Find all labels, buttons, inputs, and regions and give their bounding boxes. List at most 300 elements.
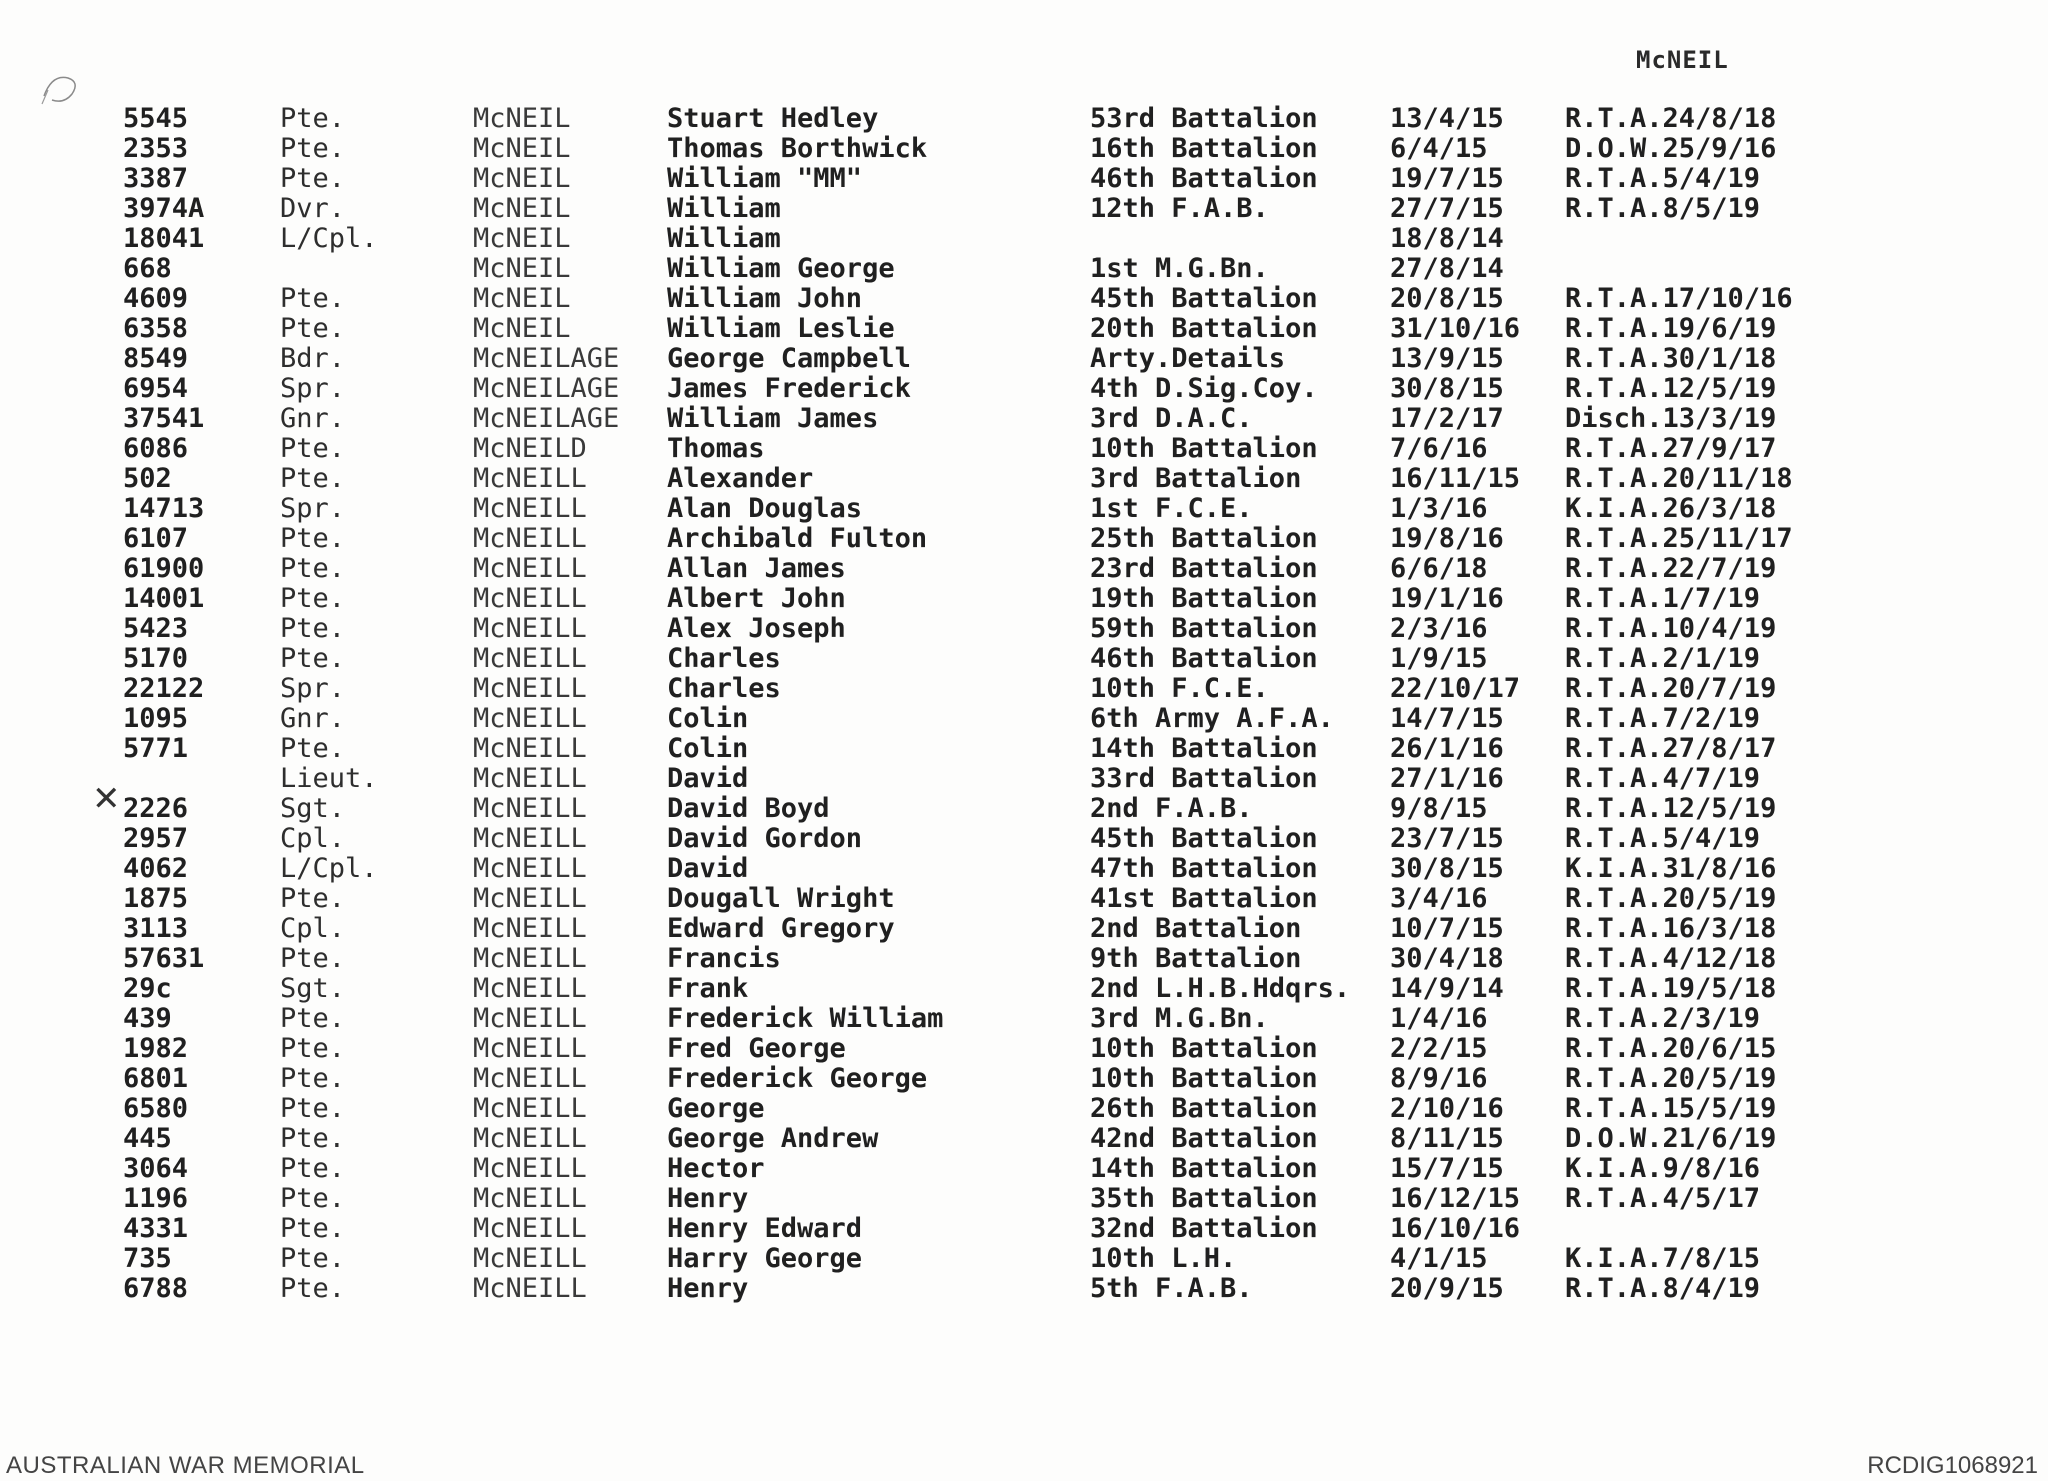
- cell-surname: McNEIL: [473, 193, 571, 224]
- cell-surname: McNEILL: [473, 643, 587, 674]
- cell-unit: 3rd Battalion: [1090, 463, 1302, 494]
- cell-surname: McNEILL: [473, 1213, 587, 1244]
- cell-enlistment-date: 2/10/16: [1390, 1093, 1504, 1124]
- cell-unit: 35th Battalion: [1090, 1183, 1318, 1214]
- cell-rank: Pte.: [280, 1033, 346, 1064]
- cell-unit: 9th Battalion: [1090, 943, 1302, 974]
- cell-enlistment-date: 30/8/15: [1390, 373, 1504, 404]
- cell-rank: Cpl.: [280, 913, 346, 944]
- cell-rank: Gnr.: [280, 403, 346, 434]
- cell-given-names: Colin: [667, 733, 749, 764]
- cell-enlistment-date: 16/10/16: [1390, 1213, 1521, 1244]
- cell-surname: McNEILL: [473, 763, 587, 794]
- cell-rank: Spr.: [280, 493, 346, 524]
- cell-service-number: 5170: [123, 643, 189, 674]
- table-row: [0, 704, 2048, 734]
- cell-surname: McNEILL: [473, 943, 587, 974]
- cell-surname: McNEIL: [473, 283, 571, 314]
- cell-unit: 2nd Battalion: [1090, 913, 1302, 944]
- cell-given-names: Fred George: [667, 1033, 846, 1064]
- cell-enlistment-date: 15/7/15: [1390, 1153, 1504, 1184]
- cell-enlistment-date: 8/11/15: [1390, 1123, 1504, 1154]
- cell-service-number: 18041: [123, 223, 205, 254]
- cell-rank: Pte.: [280, 1243, 346, 1274]
- cell-surname: McNEILL: [473, 793, 587, 824]
- cell-rank: Pte.: [280, 553, 346, 584]
- cell-service-number: 29c: [123, 973, 172, 1004]
- cell-fate: R.T.A.7/2/19: [1565, 703, 1761, 734]
- page-header-surname: McNEIL: [1636, 46, 1729, 74]
- cell-enlistment-date: 30/4/18: [1390, 943, 1504, 974]
- cell-given-names: Thomas: [667, 433, 765, 464]
- cell-unit: 14th Battalion: [1090, 1153, 1318, 1184]
- table-row: [0, 824, 2048, 854]
- cell-service-number: 6801: [123, 1063, 189, 1094]
- cell-unit: 1st F.C.E.: [1090, 493, 1253, 524]
- cell-rank: Pte.: [280, 1153, 346, 1184]
- cell-given-names: David Boyd: [667, 793, 830, 824]
- cell-service-number: 502: [123, 463, 172, 494]
- cell-rank: Pte.: [280, 523, 346, 554]
- table-row: [0, 224, 2048, 254]
- cell-fate: R.T.A.19/5/18: [1565, 973, 1777, 1004]
- cell-service-number: 3387: [123, 163, 189, 194]
- cell-surname: McNEILAGE: [473, 403, 620, 434]
- cell-surname: McNEILAGE: [473, 373, 620, 404]
- cell-surname: McNEILL: [473, 553, 587, 584]
- cell-service-number: 6954: [123, 373, 189, 404]
- table-row: [0, 584, 2048, 614]
- cell-enlistment-date: 30/8/15: [1390, 853, 1504, 884]
- cell-service-number: 5771: [123, 733, 189, 764]
- cell-enlistment-date: 14/7/15: [1390, 703, 1504, 734]
- cell-rank: Spr.: [280, 673, 346, 704]
- cell-surname: McNEIL: [473, 163, 571, 194]
- table-row: [0, 254, 2048, 284]
- cell-unit: 12th F.A.B.: [1090, 193, 1269, 224]
- cell-fate: R.T.A.10/4/19: [1565, 613, 1777, 644]
- cell-given-names: Charles: [667, 643, 781, 674]
- table-row: [0, 1154, 2048, 1184]
- cell-rank: Pte.: [280, 583, 346, 614]
- table-row: [0, 884, 2048, 914]
- cell-unit: Arty.Details: [1090, 343, 1286, 374]
- cell-unit: 5th F.A.B.: [1090, 1273, 1253, 1304]
- cell-enlistment-date: 20/8/15: [1390, 283, 1504, 314]
- cell-surname: McNEILL: [473, 493, 587, 524]
- cell-enlistment-date: 3/4/16: [1390, 883, 1488, 914]
- cell-service-number: 2353: [123, 133, 189, 164]
- cell-service-number: 5545: [123, 103, 189, 134]
- cell-given-names: Albert John: [667, 583, 846, 614]
- cell-given-names: Thomas Borthwick: [667, 133, 928, 164]
- cell-rank: Pte.: [280, 313, 346, 344]
- cell-enlistment-date: 6/6/18: [1390, 553, 1488, 584]
- cell-unit: 33rd Battalion: [1090, 763, 1318, 794]
- table-row: [0, 104, 2048, 134]
- cell-service-number: 445: [123, 1123, 172, 1154]
- cell-surname: McNEILL: [473, 1123, 587, 1154]
- cell-fate: R.T.A.19/6/19: [1565, 313, 1777, 344]
- cell-enlistment-date: 14/9/14: [1390, 973, 1504, 1004]
- cell-surname: McNEILAGE: [473, 343, 620, 374]
- cell-unit: 10th Battalion: [1090, 433, 1318, 464]
- cell-unit: 6th Army A.F.A.: [1090, 703, 1334, 734]
- cell-unit: 42nd Battalion: [1090, 1123, 1318, 1154]
- cell-service-number: 37541: [123, 403, 205, 434]
- cell-unit: 53rd Battalion: [1090, 103, 1318, 134]
- cell-rank: Pte.: [280, 163, 346, 194]
- cell-service-number: 4062: [123, 853, 189, 884]
- cell-rank: Cpl.: [280, 823, 346, 854]
- table-row: [0, 1274, 2048, 1304]
- cell-service-number: 3064: [123, 1153, 189, 1184]
- cell-surname: McNEILL: [473, 1003, 587, 1034]
- cell-surname: McNEIL: [473, 103, 571, 134]
- cell-enlistment-date: 19/1/16: [1390, 583, 1504, 614]
- cell-unit: 32nd Battalion: [1090, 1213, 1318, 1244]
- cell-given-names: George Andrew: [667, 1123, 879, 1154]
- cell-unit: 3rd M.G.Bn.: [1090, 1003, 1269, 1034]
- cell-given-names: William: [667, 223, 781, 254]
- table-row: [0, 314, 2048, 344]
- cell-surname: McNEIL: [473, 133, 571, 164]
- cell-rank: Pte.: [280, 1273, 346, 1304]
- table-row: [0, 974, 2048, 1004]
- cell-given-names: William Leslie: [667, 313, 895, 344]
- cell-rank: Pte.: [280, 733, 346, 764]
- cell-enlistment-date: 31/10/16: [1390, 313, 1521, 344]
- cell-fate: R.T.A.20/7/19: [1565, 673, 1777, 704]
- cell-surname: McNEILL: [473, 583, 587, 614]
- cell-enlistment-date: 17/2/17: [1390, 403, 1504, 434]
- cell-rank: Pte.: [280, 463, 346, 494]
- cell-given-names: Alan Douglas: [667, 493, 863, 524]
- footer-record-id: RCDIG1068921: [1867, 1452, 2038, 1479]
- cell-given-names: William John: [667, 283, 863, 314]
- cell-unit: 1st M.G.Bn.: [1090, 253, 1269, 284]
- cell-fate: R.T.A.4/5/17: [1565, 1183, 1761, 1214]
- cell-enlistment-date: 7/6/16: [1390, 433, 1488, 464]
- cell-surname: McNEILL: [473, 1033, 587, 1064]
- cell-service-number: 14713: [123, 493, 205, 524]
- cell-given-names: Francis: [667, 943, 781, 974]
- cell-fate: R.T.A.2/1/19: [1565, 643, 1761, 674]
- table-row: [0, 794, 2048, 824]
- cell-rank: Pte.: [280, 433, 346, 464]
- cell-fate: R.T.A.16/3/18: [1565, 913, 1777, 944]
- table-row: [0, 854, 2048, 884]
- cell-fate: K.I.A.31/8/16: [1565, 853, 1777, 884]
- cell-fate: R.T.A.20/5/19: [1565, 883, 1777, 914]
- cell-unit: 46th Battalion: [1090, 643, 1318, 674]
- cell-service-number: 1196: [123, 1183, 189, 1214]
- cell-surname: McNEILL: [473, 973, 587, 1004]
- cell-enlistment-date: 27/8/14: [1390, 253, 1504, 284]
- cell-rank: Pte.: [280, 943, 346, 974]
- cell-unit: 16th Battalion: [1090, 133, 1318, 164]
- cell-enlistment-date: 19/8/16: [1390, 523, 1504, 554]
- table-row: [0, 614, 2048, 644]
- cell-surname: McNEILL: [473, 703, 587, 734]
- cell-fate: R.T.A.4/12/18: [1565, 943, 1777, 974]
- cell-rank: Pte.: [280, 883, 346, 914]
- cell-rank: Pte.: [280, 283, 346, 314]
- footer-institution: AUSTRALIAN WAR MEMORIAL: [6, 1452, 365, 1479]
- cell-fate: R.T.A.2/3/19: [1565, 1003, 1761, 1034]
- cell-given-names: Frederick George: [667, 1063, 928, 1094]
- cell-surname: McNEILD: [473, 433, 587, 464]
- table-row: [0, 494, 2048, 524]
- cell-rank: L/Cpl.: [280, 853, 378, 884]
- cell-service-number: 3113: [123, 913, 189, 944]
- cell-given-names: Allan James: [667, 553, 846, 584]
- table-row: [0, 1094, 2048, 1124]
- cell-enlistment-date: 23/7/15: [1390, 823, 1504, 854]
- table-row: [0, 1124, 2048, 1154]
- table-row: [0, 1184, 2048, 1214]
- cell-enlistment-date: 19/7/15: [1390, 163, 1504, 194]
- cell-fate: R.T.A.24/8/18: [1565, 103, 1777, 134]
- cell-rank: Pte.: [280, 1213, 346, 1244]
- cell-fate: D.O.W.25/9/16: [1565, 133, 1777, 164]
- cell-service-number: 6788: [123, 1273, 189, 1304]
- cell-given-names: David: [667, 763, 749, 794]
- cell-service-number: 735: [123, 1243, 172, 1274]
- cell-fate: R.T.A.12/5/19: [1565, 373, 1777, 404]
- cell-enlistment-date: 13/9/15: [1390, 343, 1504, 374]
- table-row: [0, 944, 2048, 974]
- cell-unit: 20th Battalion: [1090, 313, 1318, 344]
- table-row: [0, 134, 2048, 164]
- table-row: [0, 554, 2048, 584]
- cell-surname: McNEIL: [473, 223, 571, 254]
- cell-rank: Gnr.: [280, 703, 346, 734]
- cell-unit: 23rd Battalion: [1090, 553, 1318, 584]
- cell-rank: Spr.: [280, 373, 346, 404]
- cell-fate: R.T.A.5/4/19: [1565, 823, 1761, 854]
- cell-surname: McNEILL: [473, 853, 587, 884]
- cell-service-number: 1982: [123, 1033, 189, 1064]
- cell-unit: 45th Battalion: [1090, 283, 1318, 314]
- cell-rank: Bdr.: [280, 343, 346, 374]
- cell-rank: Pte.: [280, 1183, 346, 1214]
- table-row: [0, 1244, 2048, 1274]
- cell-service-number: 6086: [123, 433, 189, 464]
- nominal-roll-list: [0, 104, 2048, 1304]
- cell-fate: R.T.A.22/7/19: [1565, 553, 1777, 584]
- cell-enlistment-date: 20/9/15: [1390, 1273, 1504, 1304]
- cell-enlistment-date: 16/11/15: [1390, 463, 1521, 494]
- cell-given-names: Stuart Hedley: [667, 103, 879, 134]
- cell-unit: 10th F.C.E.: [1090, 673, 1269, 704]
- cell-rank: Pte.: [280, 1063, 346, 1094]
- cell-given-names: Colin: [667, 703, 749, 734]
- cell-rank: Pte.: [280, 1003, 346, 1034]
- cell-rank: Sgt.: [280, 793, 346, 824]
- cell-unit: 41st Battalion: [1090, 883, 1318, 914]
- cell-surname: McNEILL: [473, 823, 587, 854]
- cell-surname: McNEIL: [473, 253, 571, 284]
- cell-enlistment-date: 2/3/16: [1390, 613, 1488, 644]
- cell-service-number: 8549: [123, 343, 189, 374]
- cell-fate: R.T.A.8/5/19: [1565, 193, 1761, 224]
- cell-given-names: David Gordon: [667, 823, 863, 854]
- cell-service-number: 1095: [123, 703, 189, 734]
- cell-service-number: 6580: [123, 1093, 189, 1124]
- table-row: [0, 1064, 2048, 1094]
- table-row: [0, 644, 2048, 674]
- cell-fate: R.T.A.20/5/19: [1565, 1063, 1777, 1094]
- cell-surname: McNEILL: [473, 523, 587, 554]
- table-row: [0, 464, 2048, 494]
- cell-service-number: 2957: [123, 823, 189, 854]
- cell-unit: 4th D.Sig.Coy.: [1090, 373, 1318, 404]
- cell-given-names: Alexander: [667, 463, 814, 494]
- table-row: [0, 1034, 2048, 1064]
- table-row: [0, 404, 2048, 434]
- cell-surname: McNEILL: [473, 613, 587, 644]
- cell-rank: Pte.: [280, 103, 346, 134]
- cell-fate: K.I.A.9/8/16: [1565, 1153, 1761, 1184]
- table-row: [0, 524, 2048, 554]
- table-row: [0, 374, 2048, 404]
- cell-surname: McNEILL: [473, 1093, 587, 1124]
- table-row: [0, 434, 2048, 464]
- cell-unit: 10th Battalion: [1090, 1033, 1318, 1064]
- cell-given-names: William "MM": [667, 163, 863, 194]
- cell-fate: R.T.A.5/4/19: [1565, 163, 1761, 194]
- cell-enlistment-date: 9/8/15: [1390, 793, 1488, 824]
- cell-unit: 2nd F.A.B.: [1090, 793, 1253, 824]
- cell-given-names: William James: [667, 403, 879, 434]
- cell-service-number: 439: [123, 1003, 172, 1034]
- cell-unit: 14th Battalion: [1090, 733, 1318, 764]
- cell-fate: R.T.A.17/10/16: [1565, 283, 1793, 314]
- cell-given-names: William George: [667, 253, 895, 284]
- table-row: [0, 764, 2048, 794]
- cell-given-names: Alex Joseph: [667, 613, 846, 644]
- cell-unit: 47th Battalion: [1090, 853, 1318, 884]
- cell-given-names: George: [667, 1093, 765, 1124]
- cell-surname: McNEILL: [473, 673, 587, 704]
- cell-given-names: Henry: [667, 1183, 749, 1214]
- cell-surname: McNEILL: [473, 1183, 587, 1214]
- cell-fate: R.T.A.30/1/18: [1565, 343, 1777, 374]
- cell-rank: Pte.: [280, 1123, 346, 1154]
- cell-service-number: 57631: [123, 943, 205, 974]
- cell-surname: McNEILL: [473, 1063, 587, 1094]
- cell-enlistment-date: 27/1/16: [1390, 763, 1504, 794]
- cell-given-names: David: [667, 853, 749, 884]
- cell-unit: 46th Battalion: [1090, 163, 1318, 194]
- cell-service-number: 1875: [123, 883, 189, 914]
- cell-given-names: Henry Edward: [667, 1213, 863, 1244]
- cell-fate: K.I.A.7/8/15: [1565, 1243, 1761, 1274]
- cell-enlistment-date: 27/7/15: [1390, 193, 1504, 224]
- table-row: [0, 1004, 2048, 1034]
- cell-rank: Pte.: [280, 133, 346, 164]
- cell-enlistment-date: 4/1/15: [1390, 1243, 1488, 1274]
- cell-service-number: 14001: [123, 583, 205, 614]
- cell-service-number: 668: [123, 253, 172, 284]
- cell-given-names: Hector: [667, 1153, 765, 1184]
- cell-fate: R.T.A.27/8/17: [1565, 733, 1777, 764]
- cell-surname: McNEILL: [473, 883, 587, 914]
- table-row: [0, 1214, 2048, 1244]
- table-row: [0, 914, 2048, 944]
- cell-fate: R.T.A.27/9/17: [1565, 433, 1777, 464]
- cross-mark: ✕: [92, 779, 121, 819]
- cell-unit: 19th Battalion: [1090, 583, 1318, 614]
- cell-enlistment-date: 18/8/14: [1390, 223, 1504, 254]
- cell-given-names: Harry George: [667, 1243, 863, 1274]
- cell-surname: McNEILL: [473, 1153, 587, 1184]
- table-row: [0, 734, 2048, 764]
- cell-fate: R.T.A.20/6/15: [1565, 1033, 1777, 1064]
- cell-surname: McNEILL: [473, 913, 587, 944]
- cell-given-names: Charles: [667, 673, 781, 704]
- cell-surname: McNEILL: [473, 463, 587, 494]
- cell-rank: L/Cpl.: [280, 223, 378, 254]
- cell-fate: R.T.A.1/7/19: [1565, 583, 1761, 614]
- cell-surname: McNEILL: [473, 1273, 587, 1304]
- cell-rank: Pte.: [280, 613, 346, 644]
- cell-unit: 26th Battalion: [1090, 1093, 1318, 1124]
- cell-service-number: 3974A: [123, 193, 205, 224]
- cell-enlistment-date: 1/9/15: [1390, 643, 1488, 674]
- cell-unit: 25th Battalion: [1090, 523, 1318, 554]
- cell-enlistment-date: 1/4/16: [1390, 1003, 1488, 1034]
- cell-service-number: 6107: [123, 523, 189, 554]
- cell-rank: Pte.: [280, 643, 346, 674]
- cell-given-names: James Frederick: [667, 373, 911, 404]
- cell-service-number: 2226: [123, 793, 189, 824]
- cell-service-number: 4331: [123, 1213, 189, 1244]
- cell-fate: D.O.W.21/6/19: [1565, 1123, 1777, 1154]
- table-row: [0, 194, 2048, 224]
- cell-unit: 2nd L.H.B.Hdqrs.: [1090, 973, 1351, 1004]
- cell-fate: R.T.A.4/7/19: [1565, 763, 1761, 794]
- cell-surname: McNEILL: [473, 1243, 587, 1274]
- table-row: [0, 164, 2048, 194]
- cell-given-names: Henry: [667, 1273, 749, 1304]
- cell-fate: K.I.A.26/3/18: [1565, 493, 1777, 524]
- cell-enlistment-date: 13/4/15: [1390, 103, 1504, 134]
- cell-enlistment-date: 22/10/17: [1390, 673, 1521, 704]
- cell-fate: R.T.A.15/5/19: [1565, 1093, 1777, 1124]
- cell-surname: McNEIL: [473, 313, 571, 344]
- cell-fate: R.T.A.12/5/19: [1565, 793, 1777, 824]
- cell-fate: R.T.A.25/11/17: [1565, 523, 1793, 554]
- cell-given-names: Frederick William: [667, 1003, 944, 1034]
- cell-given-names: Dougall Wright: [667, 883, 895, 914]
- cell-service-number: 4609: [123, 283, 189, 314]
- cell-service-number: 61900: [123, 553, 205, 584]
- cell-unit: 45th Battalion: [1090, 823, 1318, 854]
- table-row: [0, 284, 2048, 314]
- cell-enlistment-date: 10/7/15: [1390, 913, 1504, 944]
- cell-service-number: 6358: [123, 313, 189, 344]
- cell-rank: Sgt.: [280, 973, 346, 1004]
- cell-rank: Pte.: [280, 1093, 346, 1124]
- cell-surname: McNEILL: [473, 733, 587, 764]
- cell-enlistment-date: 6/4/15: [1390, 133, 1488, 164]
- cell-fate: R.T.A.20/11/18: [1565, 463, 1793, 494]
- cell-unit: 59th Battalion: [1090, 613, 1318, 644]
- cell-enlistment-date: 26/1/16: [1390, 733, 1504, 764]
- cell-enlistment-date: 2/2/15: [1390, 1033, 1488, 1064]
